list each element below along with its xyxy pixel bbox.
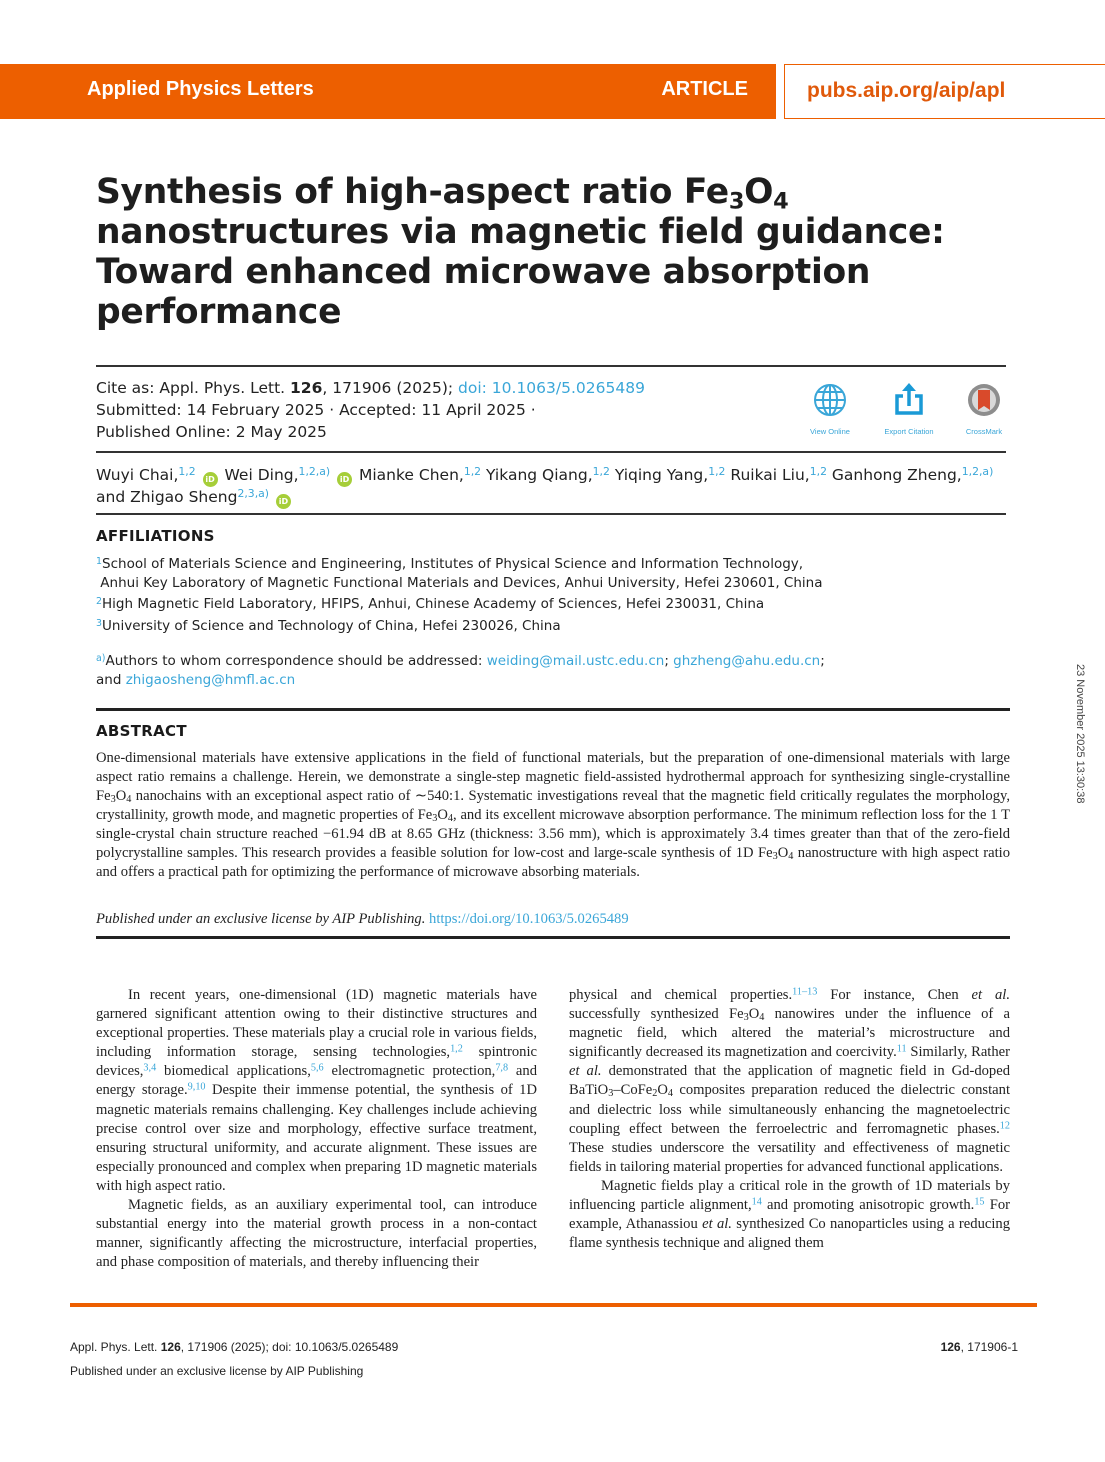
divider bbox=[96, 365, 1006, 367]
abstract-fragment: One-dimensional materials have extensive applications in the field of functional materials, but the preparation of one-dimensional materials with large aspect ratio remains a challenge. Herein, we demonstrate a single-step magnetic field-assisted hydrothermal approach for synthesizing single-crystalline Fe bbox=[96, 750, 1010, 804]
text: biomedical applications, bbox=[156, 1063, 311, 1080]
affiliation-item bbox=[96, 595, 823, 614]
author-name: and Zhigao Sheng bbox=[96, 488, 238, 506]
body-paragraph bbox=[569, 986, 1010, 1177]
text: , 171906 (2025); doi: 10.1063/5.0265489 bbox=[180, 1340, 399, 1354]
affiliation-text: Anhui Key Laboratory of Magnetic Functional Materials and Devices, Anhui University, Hefei 230601, China bbox=[100, 574, 823, 591]
reference-link[interactable]: 1,2 bbox=[450, 1043, 463, 1055]
text: In recent years, one-dimensional (1D) magnetic materials have garnered significant attention owing to their distinctive structures and exceptional properties. These materials play a crucial role in various fields, including information storage, sensing technologies, bbox=[96, 987, 537, 1061]
body-paragraph bbox=[96, 986, 537, 1196]
author[interactable] bbox=[730, 466, 827, 484]
subscript: 4 bbox=[759, 1012, 765, 1024]
affiliation-number: 1 bbox=[96, 555, 103, 567]
reference-link[interactable]: 3,4 bbox=[143, 1062, 157, 1074]
author-affil-sup[interactable]: 1,2 bbox=[708, 465, 726, 479]
author-affil-sup[interactable]: 1,2 bbox=[178, 465, 196, 479]
subscript: 3 bbox=[432, 813, 438, 825]
abstract-fragment: O bbox=[115, 788, 127, 804]
text: , 171906-1 bbox=[960, 1340, 1018, 1354]
cite-rest: , 171906 (2025); bbox=[322, 379, 459, 397]
email-link[interactable]: zhigaosheng@hmfl.ac.cn bbox=[125, 671, 296, 688]
subscript: 3 bbox=[110, 794, 116, 806]
export-citation-label: Export Citation bbox=[884, 427, 934, 436]
author[interactable] bbox=[96, 488, 269, 506]
affiliation-text: School of Materials Science and Engineering, Institutes of Physical Science and Information Technology, bbox=[102, 556, 804, 572]
separator: ; bbox=[820, 653, 825, 669]
author-affil-sup[interactable]: 1,2 bbox=[592, 465, 610, 479]
view-online-button[interactable] bbox=[785, 382, 875, 436]
divider bbox=[96, 936, 1010, 939]
cite-volume: 126 bbox=[290, 379, 323, 397]
cite-prefix: Cite as: Appl. Phys. Lett. bbox=[96, 379, 291, 397]
orcid-icon[interactable]: iD bbox=[276, 494, 291, 509]
text: O bbox=[748, 1006, 760, 1023]
crossmark-button[interactable] bbox=[939, 382, 1029, 436]
abstract-fragment: nanochains with an exceptional aspect ratio of ∼540:1. Systematic investigations reveal that the magnetic field critically regulates the morphology, crystallinity, growth mode, and magnetic properties of Fe bbox=[96, 788, 1010, 823]
reference-link[interactable]: 15 bbox=[974, 1196, 985, 1208]
author-name: Wuyi Chai, bbox=[96, 466, 179, 484]
text: and promoting anisotropic growth. bbox=[761, 1197, 975, 1214]
reference-link[interactable]: 12 bbox=[999, 1120, 1010, 1132]
text: Magnetic fields play a critical role in the growth of 1D materials by influencing particle alignment, bbox=[569, 1177, 1010, 1214]
citation-block bbox=[96, 377, 645, 443]
reference-link[interactable]: 7,8 bbox=[495, 1062, 509, 1074]
divider bbox=[96, 708, 1010, 711]
affiliations-list bbox=[96, 555, 823, 638]
text: et al. bbox=[971, 987, 1010, 1003]
affiliations-heading: AFFILIATIONS bbox=[96, 527, 215, 545]
email-link[interactable]: weiding@mail.ustc.edu.cn bbox=[486, 653, 665, 669]
reference-link[interactable]: 11–13 bbox=[792, 986, 818, 998]
journal-url-box[interactable] bbox=[784, 64, 1105, 119]
subscript: 3 bbox=[608, 1088, 614, 1100]
subscript: 4 bbox=[447, 813, 453, 825]
affiliation-text: University of Science and Technology of China, Hefei 230026, China bbox=[102, 617, 561, 634]
journal-header-band bbox=[0, 64, 776, 119]
author-affil-sup[interactable]: 1,2,a) bbox=[298, 465, 331, 479]
journal-url-link[interactable]: pubs.aip.org/aip/apl bbox=[807, 79, 1006, 102]
footer-rule bbox=[70, 1303, 1037, 1307]
text: spintronic devices, bbox=[96, 1044, 537, 1080]
subscript: 4 bbox=[788, 851, 794, 863]
author-name: Yiqing Yang, bbox=[614, 466, 709, 484]
text: demonstrated that the application of magnetic field in Gd-doped BaTiO bbox=[569, 1063, 1011, 1099]
dates-line-2: Published Online: 2 May 2025 bbox=[96, 423, 327, 441]
author[interactable] bbox=[225, 466, 331, 484]
globe-icon bbox=[812, 382, 848, 418]
author-name: Wei Ding, bbox=[224, 466, 299, 484]
text: electromagnetic protection, bbox=[323, 1063, 496, 1080]
divider bbox=[96, 451, 1006, 453]
conjunction: and bbox=[96, 671, 126, 688]
author-affil-sup[interactable]: 1,2 bbox=[809, 465, 827, 479]
footer-citation bbox=[70, 1340, 398, 1354]
orcid-icon[interactable]: iD bbox=[203, 472, 218, 487]
correspondence-mark: a) bbox=[96, 652, 106, 664]
abstract-fragment: O bbox=[777, 845, 789, 861]
reference-link[interactable]: 14 bbox=[751, 1196, 762, 1208]
reference-link[interactable]: 9,10 bbox=[187, 1081, 206, 1093]
title-text: nanostructures via magnetic field guidance: Toward enhanced microwave absorption performance bbox=[96, 212, 945, 332]
affiliation-number: 2 bbox=[96, 595, 103, 607]
abstract-heading: ABSTRACT bbox=[96, 722, 187, 740]
license-line bbox=[96, 910, 629, 929]
body-column-right bbox=[569, 986, 1010, 1253]
title-text: O bbox=[744, 172, 774, 212]
reference-link[interactable]: 11 bbox=[896, 1043, 907, 1055]
author[interactable] bbox=[615, 466, 726, 484]
abstract-fragment: O bbox=[437, 807, 448, 823]
title-subscript: 3 bbox=[728, 188, 745, 215]
body-paragraph bbox=[569, 1177, 1010, 1253]
text: 126 bbox=[160, 1340, 181, 1354]
author-affil-sup[interactable]: 1,2 bbox=[463, 465, 482, 479]
dates-line-1: Submitted: 14 February 2025 · Accepted: 11 April 2025 · bbox=[96, 401, 536, 419]
cite-line bbox=[96, 377, 645, 399]
author[interactable] bbox=[486, 466, 610, 484]
subscript: 2 bbox=[652, 1088, 658, 1100]
text: Similarly, Rather bbox=[906, 1044, 1010, 1061]
author-affil-sup[interactable]: 1,2,a) bbox=[961, 465, 994, 479]
text: et al. bbox=[569, 1063, 602, 1080]
title-text: Synthesis of high-aspect ratio Fe bbox=[96, 172, 729, 212]
author-name: Ganhong Zheng, bbox=[831, 466, 962, 484]
subscript: 4 bbox=[667, 1088, 674, 1100]
text: physical and chemical properties. bbox=[569, 987, 793, 1003]
text: –CoFe bbox=[613, 1082, 653, 1099]
body-column-left bbox=[96, 986, 537, 1272]
subscript: 3 bbox=[772, 851, 778, 863]
page-number bbox=[941, 1340, 1018, 1354]
title-subscript: 4 bbox=[773, 188, 789, 215]
text: Despite their immense potential, the synthesis of 1D magnetic materials remains challenging. Key challenges include achieving precise control over size and morphology, effective surface treatment, ensuring structural uniformity, and accurate alignment. These issues are especially pronounced and complex when preparing 1D magnetic materials with high aspect ratio. bbox=[96, 1082, 537, 1194]
abstract-fragment: nanostructure with high aspect ratio and offers a practical path for optimizing the performance of microwave absorbing materials. bbox=[96, 845, 1010, 880]
affiliation-item bbox=[96, 555, 823, 592]
text: successfully synthesized Fe bbox=[569, 1006, 744, 1023]
crossmark-icon bbox=[966, 382, 1002, 418]
author-name: Ruikai Liu, bbox=[730, 466, 810, 484]
author-name: Mianke Chen, bbox=[359, 466, 464, 484]
correspondence-label: Authors to whom correspondence should be addressed: bbox=[105, 653, 487, 669]
license-doi-link[interactable]: https://doi.org/10.1063/5.0265489 bbox=[429, 911, 629, 927]
download-timestamp bbox=[1072, 664, 1086, 824]
journal-name[interactable]: Applied Physics Letters bbox=[87, 78, 314, 100]
subscript: 3 bbox=[743, 1012, 749, 1024]
view-online-label: View Online bbox=[810, 427, 850, 436]
affiliation-number: 3 bbox=[96, 617, 103, 629]
orcid-icon[interactable]: iD bbox=[337, 472, 352, 487]
author-name: Yikang Qiang, bbox=[486, 466, 593, 484]
doi-link[interactable]: doi: 10.1063/5.0265489 bbox=[458, 379, 645, 397]
abstract-fragment: , and its excellent microwave absorption performance. The minimum reflection loss for the 1 T single-crystal chain structure reached −61.94 dB at 8.65 GHz (thickness: 3.56 mm), which is approximately 3.4 times greater than that of the zero-field polycrystalline samples. This research provides a feasible solution for low-cost and large-scale synthesis of 1D Fe bbox=[96, 807, 1011, 861]
divider bbox=[96, 513, 1006, 515]
text: et al. bbox=[702, 1216, 732, 1233]
affiliation-item bbox=[96, 617, 823, 636]
author[interactable] bbox=[359, 466, 481, 484]
text: nanowires under the influence of a magnetic field, which altered the material’s microstructure and significantly decreased its magnetization and coercivity. bbox=[569, 1006, 1010, 1061]
author-list bbox=[96, 465, 1006, 509]
body-paragraph: Magnetic fields, as an auxiliary experimental tool, can introduce substantial energy into the material growth process in a non-contact manner, significantly affecting the microstructure, interfacial properties, and phase composition of materials, and thereby influencing their bbox=[96, 1197, 537, 1271]
text: composites preparation reduced the dielectric constant and dielectric loss while simultaneously enhancing the magnetoelectric coupling effect between the ferroelectric and ferromagnetic phases. bbox=[569, 1082, 1010, 1137]
article-title bbox=[96, 172, 976, 332]
abstract-text bbox=[96, 749, 1010, 882]
subscript: 4 bbox=[126, 794, 132, 806]
author[interactable] bbox=[96, 466, 196, 484]
crossmark-label: CrossMark bbox=[965, 427, 1003, 436]
text: For instance, Chen bbox=[817, 987, 972, 1003]
text: 126 bbox=[940, 1340, 961, 1354]
reference-link[interactable]: 5,6 bbox=[310, 1062, 324, 1074]
affiliation-text: High Magnetic Field Laboratory, HFIPS, Anhui, Chinese Academy of Sciences, Hefei 230031, China bbox=[102, 596, 765, 612]
text: and energy storage. bbox=[96, 1063, 537, 1099]
text: For example, Athanassiou bbox=[569, 1197, 1010, 1233]
author[interactable] bbox=[832, 466, 993, 484]
timestamp-text: 23 November 2025 13:30:38 bbox=[1074, 664, 1086, 804]
article-type: ARTICLE bbox=[661, 78, 748, 100]
text: O bbox=[657, 1082, 668, 1099]
separator: ; bbox=[664, 653, 674, 669]
text: These studies underscore the versatility and effectiveness of magnetic fields in tailoring material properties for advanced functional applications. bbox=[569, 1139, 1010, 1175]
export-icon bbox=[891, 382, 927, 418]
footer-license: Published under an exclusive license by AIP Publishing bbox=[70, 1364, 364, 1378]
license-text: Published under an exclusive license by AIP Publishing. bbox=[96, 911, 426, 927]
text: synthesized Co nanoparticles using a reducing flame synthesis technique and aligned them bbox=[569, 1216, 1010, 1252]
email-link[interactable]: ghzheng@ahu.edu.cn bbox=[673, 653, 821, 669]
text: Appl. Phys. Lett. bbox=[70, 1340, 161, 1354]
author-affil-sup[interactable]: 2,3,a) bbox=[237, 487, 270, 501]
correspondence-note bbox=[96, 652, 825, 689]
